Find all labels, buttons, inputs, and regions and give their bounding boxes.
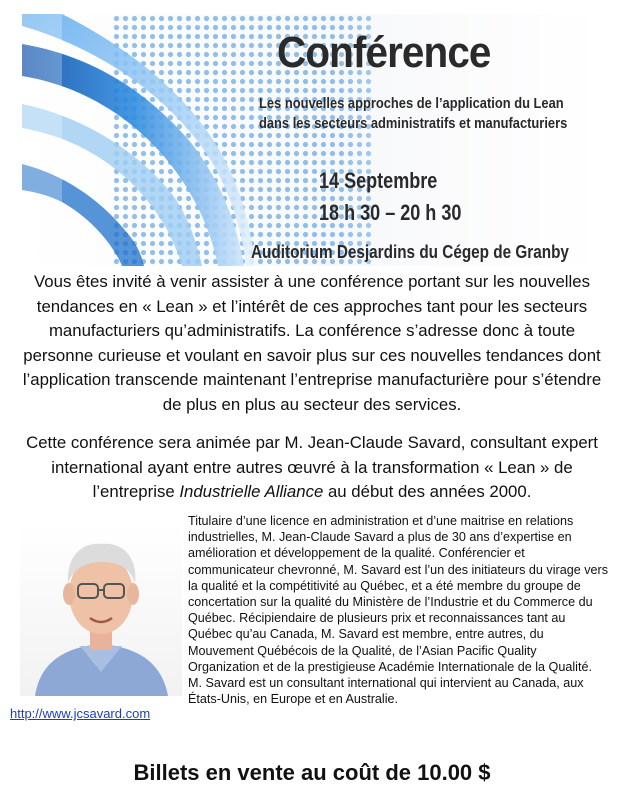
speaker-intro-paragraph — [20, 431, 604, 505]
ticket-price-notice: Billets en vente au coût de 10.00 $ — [133, 760, 491, 785]
speaker-intro-text-start: Cette conférence sera animée par M. Jean-Claude Savard, consultant expert international ayant entre autres œuvré à la transformation « Lean » de l’entreprise — [26, 433, 598, 501]
speaker-bio: Titulaire d’une licence en administration et d’une maitrise en relations industrielles, M. Jean-Claude Savard a plus de 30 ans d’expertise en amélioration et développement de la qualité. Conférencier et communicateur chevronné, M. Savard est l’un des initiateurs du virage vers la qualité et la compétitivité au Québec, et a été membre du groupe de concertation sur la qualité du Ministère de l’Industrie et du Commerce du Québec. Récipiendaire de plusieurs prix et reconnaissances tant au Québec qu’au Canada, M. Savard est membre, entre autres, du Mouvement Québécois de la Qualité, de l’Asian Pacific Quality Organization et de la prestigieuse Académie Internationale de la Qualité. M. Savard est un consultant international qui intervient au Canada, aux États-Unis, en Europe et en Australie. — [188, 514, 608, 707]
event-venue: Auditorium Desjardins du Cégep de Granby — [251, 242, 569, 262]
banner-subtitle-line2: dans les secteurs administratifs et manufacturiers — [259, 115, 568, 132]
speaker-intro-text-end: au début des années 2000. — [323, 482, 532, 501]
banner-subtitle-line1: Les nouvelles approches de l’application du Lean — [259, 95, 564, 112]
speaker-website-link[interactable]: http://www.jcsavard.com — [10, 706, 151, 721]
speaker-photo — [20, 522, 182, 696]
event-date: 14 Septembre — [319, 168, 438, 193]
banner-title: Conférence — [277, 28, 491, 77]
intro-paragraph: Vous êtes invité à venir assister à une conférence portant sur les nouvelles tendances en « Lean » et l’intérêt de ces approches tant pour les secteurs manufacturiers qu’administratifs. La conférence s’adresse donc à toute personne curieuse et voulant en savoir plus sur ces nouvelles tendances dont l’application transcende maintenant l’entreprise manufacturière pour s’étendre de plus en plus au secteur des services. — [22, 272, 602, 414]
conference-banner — [22, 14, 602, 266]
event-time: 18 h 30 – 20 h 30 — [319, 200, 462, 225]
company-name: Industrielle Alliance — [179, 482, 324, 501]
